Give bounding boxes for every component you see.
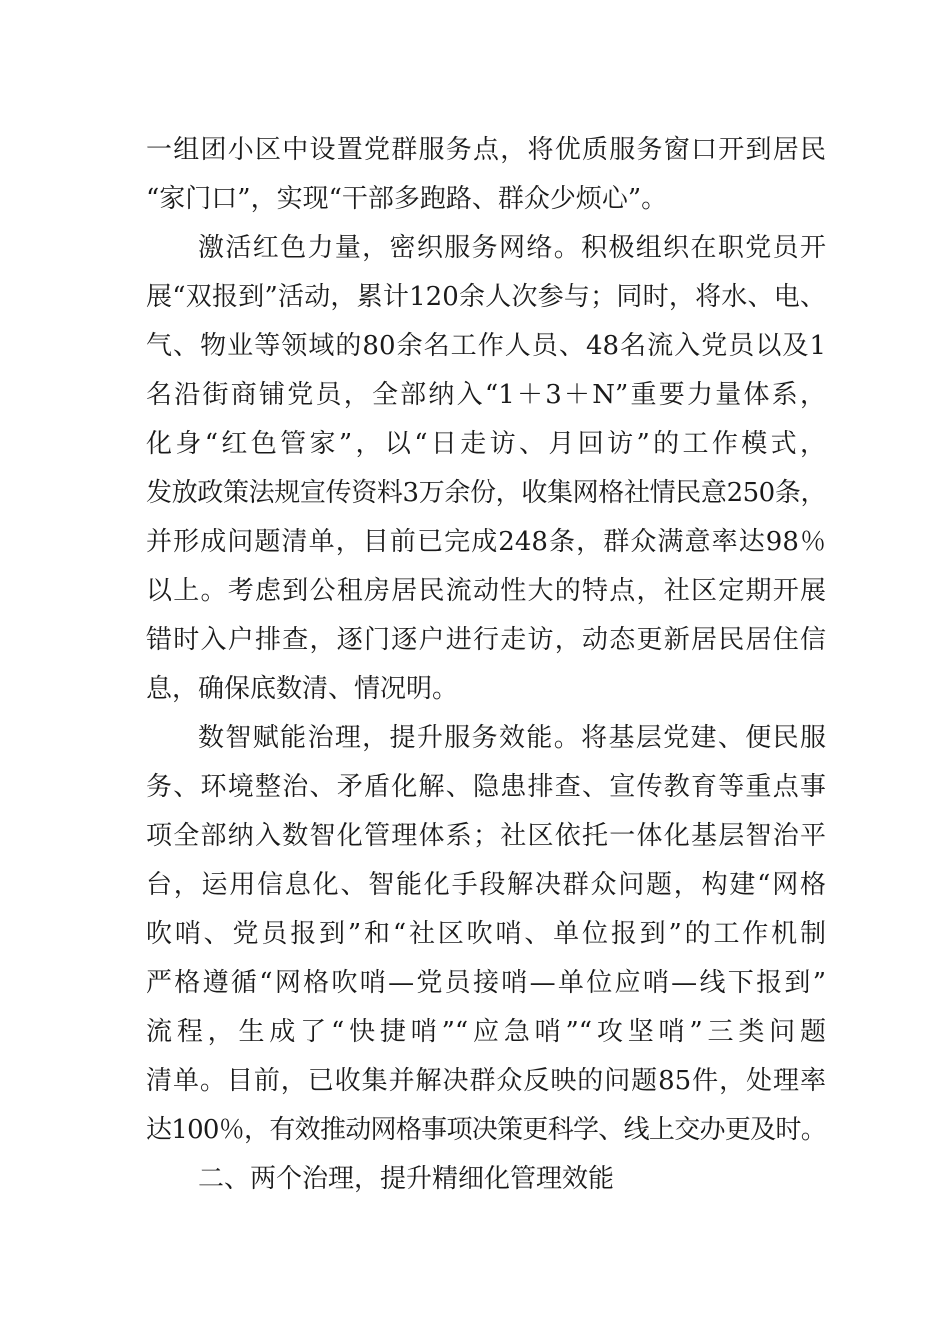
text-line: 清单。目前，已收集并解决群众反映的问题85件，处理率 [146, 1066, 826, 1096]
text-line: 台，运用信息化、智能化手段解决群众问题，构建“网格 [146, 870, 826, 900]
text-line: 息，确保底数清、情况明。 [146, 674, 459, 704]
text-line: 项全部纳入数智化管理体系；社区依托一体化基层智治平 [146, 821, 826, 851]
paragraph [146, 224, 826, 714]
text-line: 名沿街商铺党员，全部纳入“1＋3＋N”重要力量体系， [146, 380, 826, 410]
text-line: “家门口”，实现“干部多跑路、群众少烦心”。 [146, 184, 668, 214]
text-line: 一组团小区中设置党群服务点，将优质服务窗口开到居民 [146, 135, 826, 165]
text-line: 严格遵循“网格吹哨—党员接哨—单位应哨—线下报到” [146, 968, 826, 998]
text-line: 务、环境整治、矛盾化解、隐患排查、宣传教育等重点事 [146, 772, 826, 802]
text-line: 气、物业等领域的80余名工作人员、48名流入党员以及1 [146, 331, 826, 361]
text-line: 达100％，有效推动网格事项决策更科学、线上交办更及时。 [146, 1115, 826, 1145]
text-line: 激活红色力量，密织服务网络。积极组织在职党员开 [198, 233, 826, 263]
heading-text: 二、两个治理，提升精细化管理效能 [198, 1164, 615, 1194]
text-line: 化身“红色管家”，以“日走访、月回访”的工作模式， [146, 429, 826, 459]
text-line: 吹哨、党员报到”和“社区吹哨、单位报到”的工作机制 [146, 919, 826, 949]
section-heading [146, 1155, 826, 1204]
text-line: 以上。考虑到公租房居民流动性大的特点，社区定期开展 [146, 576, 826, 606]
text-line: 错时入户排查，逐门逐户进行走访，动态更新居民居住信 [146, 625, 826, 655]
paragraph [146, 126, 826, 224]
paragraph [146, 714, 826, 1155]
text-line: 发放政策法规宣传资料3万余份，收集网格社情民意250条， [146, 478, 826, 508]
text-line: 并形成问题清单，目前已完成248条，群众满意率达98％ [146, 527, 826, 557]
text-line: 数智赋能治理，提升服务效能。将基层党建、便民服 [198, 723, 826, 753]
text-line: 流程，生成了“快捷哨”“应急哨”“攻坚哨”三类问题 [146, 1017, 826, 1047]
text-line: 展“双报到”活动，累计120余人次参与；同时，将水、电、 [146, 282, 826, 312]
document-body [146, 126, 826, 1204]
